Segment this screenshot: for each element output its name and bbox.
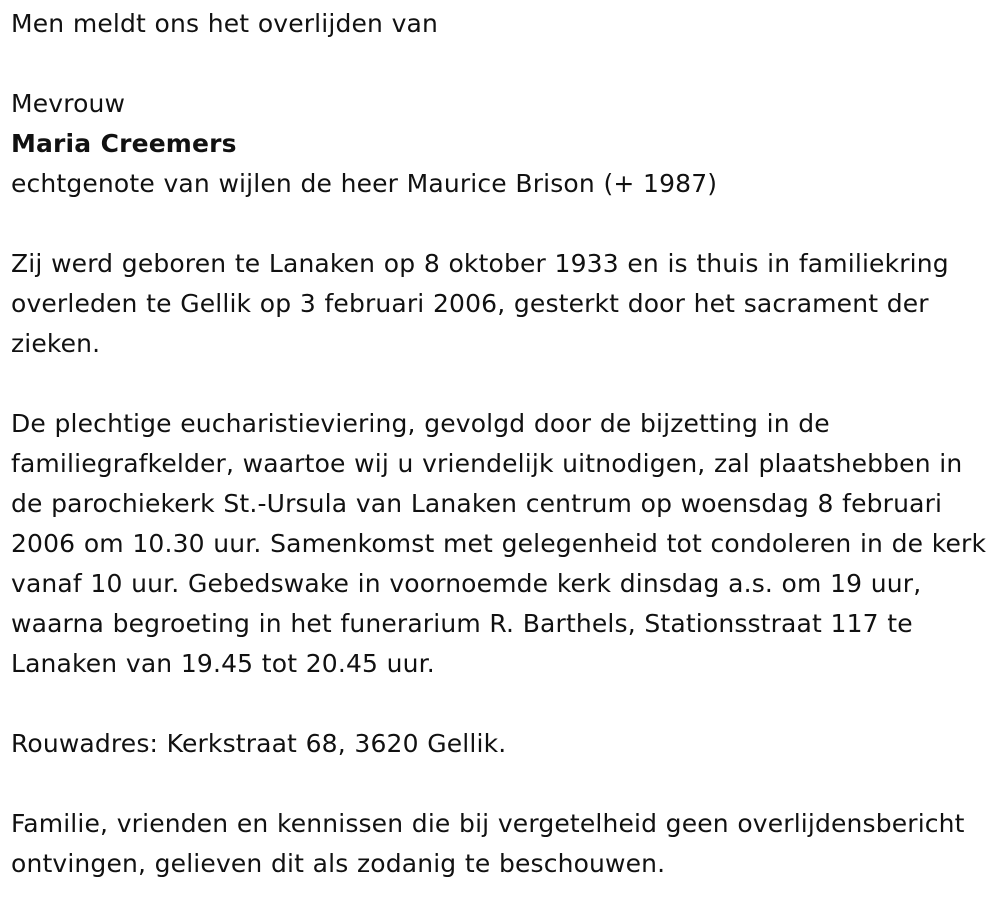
ceremony-paragraph: De plechtige eucharistieviering, gevolgd door de bijzetting in de familiegrafkelder, waartoe wij u vriendelijk uitnodigen, zal plaatshebben in de parochiekerk St.-Ursula van Lanaken centrum op woensdag 8 februari 2006 om 10.30 uur. Samenkomst met gelegenheid tot condoleren in de kerk vanaf 10 uur. Gebedswake in voornoemde kerk dinsdag a.s. om 19 uur, waarna begroeting in het funerarium R. Barthels, Stationsstraat 117 te Lanaken van 19.45 tot 20.45 uur. [11,409,987,678]
birth-death-paragraph: Zij werd geboren te Lanaken op 8 oktober 1933 en is thuis in familiekring overleden te Gellik op 3 februari 2006, gesterkt door het sacrament der zieken. [11,249,949,358]
intro-text: Men meldt ons het overlijden van [11,9,439,38]
mourning-address: Rouwadres: Kerkstraat 68, 3620 Gellik. [11,729,507,758]
spacer [11,684,996,724]
spacer [11,44,996,84]
spacer [11,364,996,404]
death-notice [11,4,996,884]
spacer [11,764,996,804]
closing-paragraph: Familie, vrienden en kennissen die bij vergetelheid geen overlijdensbericht ontvingen, gelieven dit als zodanig te beschouwen. [11,809,965,878]
spouse-line: echtgenote van wijlen de heer Maurice Brison (+ 1987) [11,169,718,198]
honorific-title: Mevrouw [11,89,126,118]
deceased-name: Maria Creemers [11,129,237,158]
spacer [11,204,996,244]
